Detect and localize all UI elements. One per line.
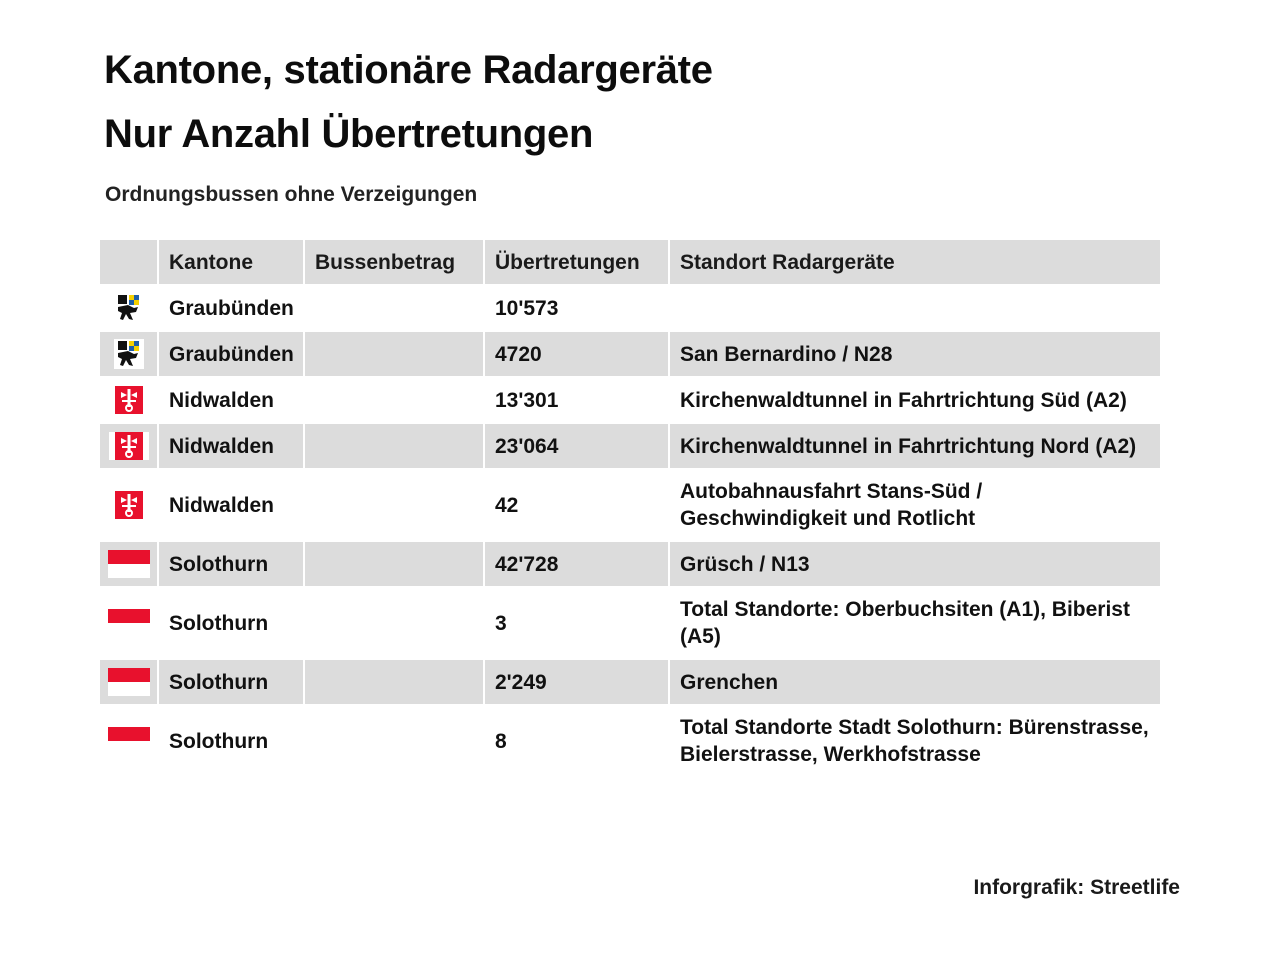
kanton-cell: Nidwalden: [158, 469, 304, 541]
standort-cell: San Bernardino / N28: [669, 331, 1160, 377]
title-line-1: Kantone, stationäre Radargeräte: [104, 48, 713, 92]
graubuenden-flag-icon: [114, 293, 144, 323]
table-row: [100, 377, 1160, 423]
kanton-cell: Solothurn: [158, 659, 304, 705]
bussenbetrag-cell: [304, 423, 484, 469]
solothurn-flag-icon: [108, 727, 150, 755]
header-bussenbetrag: Bussenbetrag: [304, 240, 484, 285]
table-row: [100, 541, 1160, 587]
standort-cell: Kirchenwaldtunnel in Fahrtrichtung Nord (A2): [669, 423, 1160, 469]
flag-cell: [100, 469, 158, 541]
header-standort: Standort Radargeräte: [669, 240, 1160, 285]
nidwalden-flag-icon: [115, 491, 143, 519]
standort-cell: Grüsch / N13: [669, 541, 1160, 587]
flag-cell: [100, 541, 158, 587]
title-line-2: Nur Anzahl Übertretungen: [104, 112, 594, 156]
table-row: [100, 587, 1160, 659]
uebertretungen-cell: 42'728: [484, 541, 669, 587]
table-row: [100, 659, 1160, 705]
kanton-cell: Graubünden: [158, 331, 304, 377]
uebertretungen-cell: 3: [484, 587, 669, 659]
table-header-row: [100, 240, 1160, 285]
flag-cell: [100, 705, 158, 777]
footer-credit: Inforgrafik: Streetlife: [973, 876, 1180, 899]
kanton-cell: Solothurn: [158, 541, 304, 587]
standort-cell: [669, 285, 1160, 331]
kanton-cell: Solothurn: [158, 587, 304, 659]
solothurn-flag-icon: [108, 609, 150, 637]
header-kantone: Kantone: [158, 240, 304, 285]
bussenbetrag-cell: [304, 659, 484, 705]
uebertretungen-cell: 23'064: [484, 423, 669, 469]
uebertretungen-cell: 13'301: [484, 377, 669, 423]
solothurn-flag-icon: [108, 668, 150, 696]
flag-cell: [100, 423, 158, 469]
bussenbetrag-cell: [304, 469, 484, 541]
flag-cell: [100, 377, 158, 423]
bussenbetrag-cell: [304, 285, 484, 331]
kanton-cell: Nidwalden: [158, 423, 304, 469]
bussenbetrag-cell: [304, 331, 484, 377]
uebertretungen-cell: 10'573: [484, 285, 669, 331]
uebertretungen-cell: 4720: [484, 331, 669, 377]
bussenbetrag-cell: [304, 587, 484, 659]
nidwalden-flag-icon: [115, 386, 143, 414]
header-flag: [100, 240, 158, 285]
flag-cell: [100, 659, 158, 705]
standort-cell: Total Standorte Stadt Solothurn: Bürenstrasse, Bielerstrasse, Werkhofstrasse: [669, 705, 1160, 777]
table-row: [100, 285, 1160, 331]
table-row: [100, 423, 1160, 469]
bussenbetrag-cell: [304, 705, 484, 777]
bussenbetrag-cell: [304, 541, 484, 587]
table-row: [100, 331, 1160, 377]
page-title: [104, 38, 713, 166]
standort-cell: Autobahnausfahrt Stans-Süd / Geschwindigkeit und Rotlicht: [669, 469, 1160, 541]
uebertretungen-cell: 2'249: [484, 659, 669, 705]
standort-cell: Grenchen: [669, 659, 1160, 705]
graubuenden-flag-icon: [114, 339, 144, 369]
table-row: [100, 469, 1160, 541]
header-uebertretungen: Übertretungen: [484, 240, 669, 285]
flag-cell: [100, 285, 158, 331]
solothurn-flag-icon: [108, 550, 150, 578]
flag-cell: [100, 331, 158, 377]
subtitle: Ordnungsbussen ohne Verzeigungen: [105, 183, 478, 206]
standort-cell: Kirchenwaldtunnel in Fahrtrichtung Süd (A2): [669, 377, 1160, 423]
kanton-cell: Solothurn: [158, 705, 304, 777]
bussenbetrag-cell: [304, 377, 484, 423]
uebertretungen-cell: 8: [484, 705, 669, 777]
uebertretungen-cell: 42: [484, 469, 669, 541]
kanton-cell: Nidwalden: [158, 377, 304, 423]
standort-cell: Total Standorte: Oberbuchsiten (A1), Biberist (A5): [669, 587, 1160, 659]
kanton-cell: Graubünden: [158, 285, 304, 331]
radar-table: [100, 240, 1160, 778]
table-row: [100, 705, 1160, 777]
flag-cell: [100, 587, 158, 659]
nidwalden-flag-icon: [109, 432, 149, 460]
